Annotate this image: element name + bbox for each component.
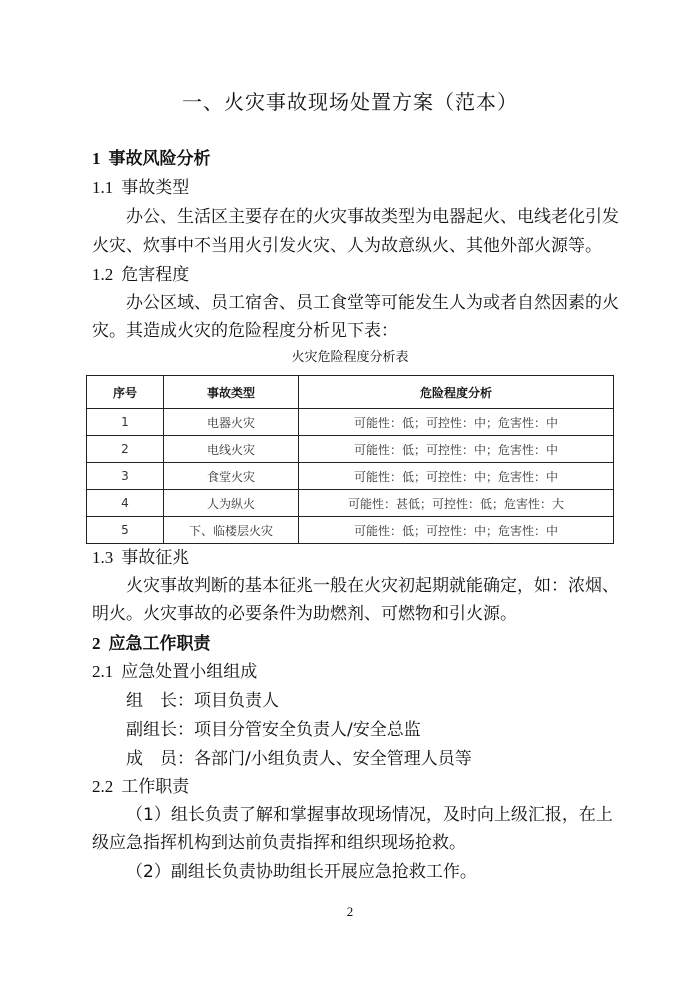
table-cell: 可能性：低；可控性：中；危害性：中 (299, 517, 614, 544)
table-row (87, 490, 614, 517)
member-line: 成 员：各部门/小组负责人、安全管理人员等 (126, 749, 472, 769)
table-row (87, 463, 614, 490)
section-2-heading (92, 633, 211, 655)
table-cell: 可能性：低；可控性：中；危害性：中 (299, 409, 614, 436)
section-title: 工作职责 (121, 777, 190, 797)
section-title: 应急工作职责 (108, 634, 211, 654)
table-cell: 可能性：低；可控性：中；危害性：中 (299, 436, 614, 463)
section-title: 事故类型 (121, 178, 190, 198)
section-title: 应急处置小组组成 (121, 662, 258, 682)
page-number: 2 (346, 904, 354, 919)
paragraph-line: 明火。火灾事故的必要条件为助燃剂、可燃物和引火源。 (92, 604, 517, 624)
member-line: 副组长：项目分管安全负责人/安全总监 (126, 720, 421, 740)
section-number: 2 (92, 634, 101, 653)
section-2-1-heading (92, 661, 257, 683)
table-row (87, 517, 614, 544)
header-cell: 危险程度分析 (299, 376, 614, 409)
table-cell: 可能性：甚低；可控性：低；危害性：大 (299, 490, 614, 517)
member-line: 组 长：项目负责人 (126, 691, 279, 711)
table-cell: 可能性：低；可控性：中；危害性：中 (299, 463, 614, 490)
section-2-2-heading (92, 776, 189, 798)
table-row (87, 409, 614, 436)
paragraph-line: 火灾事故判断的基本征兆一般在火灾初起期就能确定，如：浓烟、 (126, 576, 619, 596)
table-cell: 1 (87, 409, 164, 436)
section-title: 事故征兆 (121, 548, 190, 568)
paragraph-line: 级应急指挥机构到达前负责指挥和组织现场抢救。 (92, 833, 466, 853)
section-1-1-heading (92, 177, 189, 199)
risk-table (86, 375, 614, 544)
table-cell: 3 (87, 463, 164, 490)
table-header-row (87, 376, 614, 409)
section-1-2-heading (92, 264, 189, 286)
page-title: 一、火灾事故现场处置方案（范本） (182, 90, 518, 114)
header-cell: 序号 (87, 376, 164, 409)
table-cell: 人为纵火 (164, 490, 299, 517)
table-row (87, 436, 614, 463)
paragraph-line: （1）组长负责了解和掌握事故现场情况，及时向上级汇报，在上 (126, 805, 613, 825)
table-cell: 电线火灾 (164, 436, 299, 463)
table-cell: 电器火灾 (164, 409, 299, 436)
section-number: 1 (92, 149, 101, 168)
paragraph-line: （2）副组长负责协助组长开展应急抢救工作。 (126, 862, 477, 882)
section-title: 事故风险分析 (108, 149, 211, 169)
section-number: 1.3 (92, 548, 114, 567)
section-number: 2.1 (92, 662, 114, 681)
table-caption: 火灾危险程度分析表 (291, 350, 409, 365)
section-1-heading (92, 148, 211, 170)
table-cell: 5 (87, 517, 164, 544)
table-cell: 下、临楼层火灾 (164, 517, 299, 544)
section-1-3-heading (92, 547, 189, 569)
section-number: 1.2 (92, 265, 114, 284)
paragraph-line: 火灾、炊事中不当用火引发火灾、人为故意纵火、其他外部火源等。 (92, 236, 602, 256)
paragraph-line: 办公区域、员工宿舍、员工食堂等可能发生人为或者自然因素的火 (126, 293, 619, 313)
paragraph-line: 办公、生活区主要存在的火灾事故类型为电器起火、电线老化引发 (126, 207, 619, 227)
table-cell: 食堂火灾 (164, 463, 299, 490)
section-number: 1.1 (92, 178, 114, 197)
table-cell: 2 (87, 436, 164, 463)
table-cell: 4 (87, 490, 164, 517)
header-cell: 事故类型 (164, 376, 299, 409)
paragraph-line: 灾。其造成火灾的危险程度分析见下表： (92, 321, 398, 341)
section-title: 危害程度 (121, 265, 190, 285)
section-number: 2.2 (92, 777, 114, 796)
